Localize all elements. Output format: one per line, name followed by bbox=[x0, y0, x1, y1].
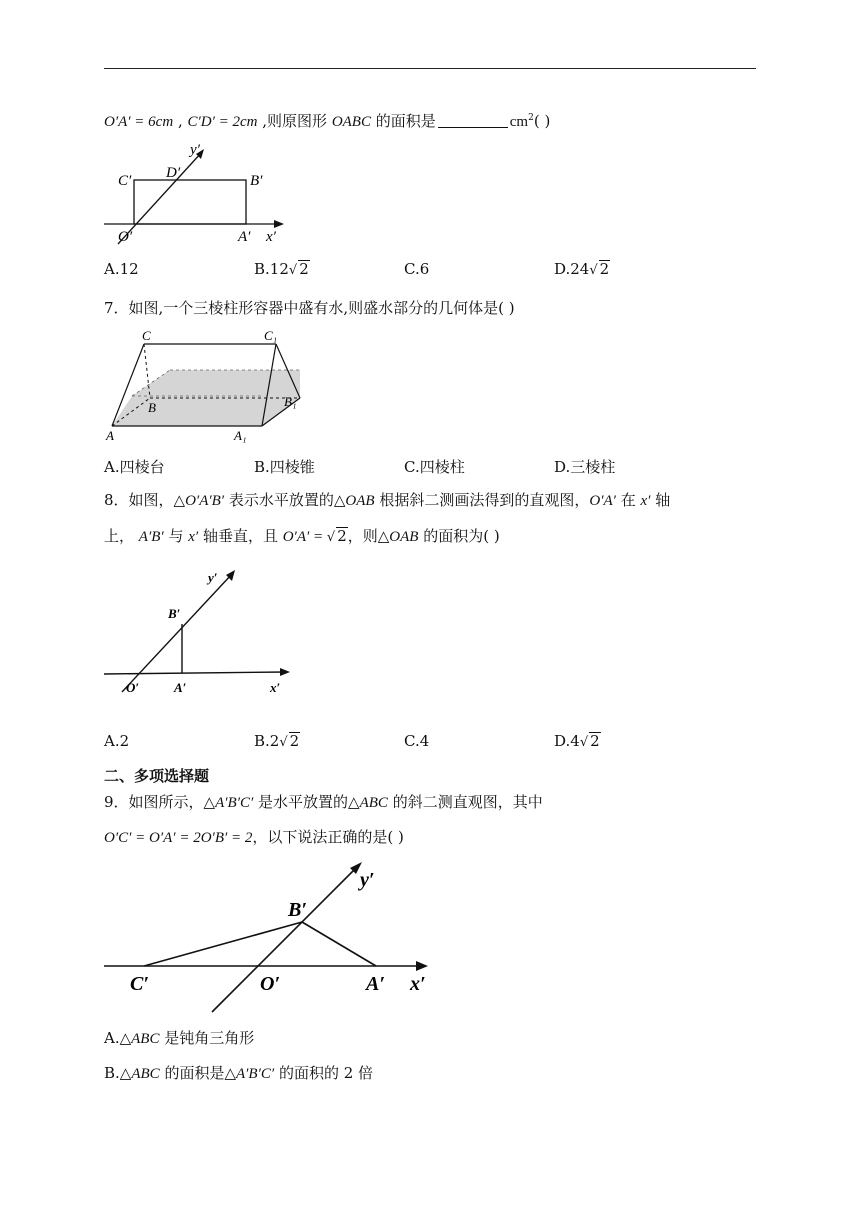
fig7-label-c1: C₁ bbox=[264, 328, 278, 343]
fig6-label-b: B′ bbox=[250, 173, 263, 189]
q8-option-d[interactable]: D.4√ 2 bbox=[554, 732, 600, 750]
section-heading: 二、多项选择题 bbox=[104, 767, 210, 785]
fig9-label-c: C′ bbox=[130, 973, 149, 995]
fig9-label-a: A′ bbox=[366, 973, 385, 995]
q6-math-oa: O′A′ = 6cm bbox=[104, 114, 174, 130]
q8-option-a[interactable]: A.2 bbox=[104, 732, 130, 750]
q6-stem: O′A′ = 6cm , C′D′ = 2cm ,则原图形 OABC 的面积是 $cm^2$( ) bbox=[104, 112, 551, 130]
fig7-label-b1: B₁ bbox=[284, 394, 297, 409]
q7-option-a[interactable]: A.四棱台 bbox=[104, 458, 165, 476]
q8-line2: 上， A′B′ 与 x′ 轴垂直，且 O′A′ = √ 2，则△OAB 的面积为( ) bbox=[104, 527, 500, 545]
fig6-label-d: D′ bbox=[166, 165, 181, 181]
fig6-label-c: C′ bbox=[118, 173, 132, 189]
q6-option-d[interactable]: D.24√ 2 bbox=[554, 260, 610, 278]
q7-option-b[interactable]: B.四棱锥 bbox=[254, 458, 315, 476]
fig8-label-a: A′ bbox=[174, 680, 187, 695]
q8-figure bbox=[104, 560, 304, 700]
fig8-label-b: B′ bbox=[168, 606, 181, 621]
q7-stem: 7．如图,一个三棱柱形容器中盛有水,则盛水部分的几何体是( ) bbox=[104, 299, 515, 317]
answer-blank bbox=[438, 113, 508, 128]
q9-option-b[interactable]: B.△ABC 的面积是△A′B′C′ 的面积的 2 倍 bbox=[104, 1064, 374, 1082]
fig8-label-o: O′ bbox=[126, 680, 140, 695]
fig7-label-c: C bbox=[142, 328, 151, 343]
fig9-label-b: B′ bbox=[288, 899, 307, 921]
fig6-label-y: y′ bbox=[190, 142, 200, 158]
q6-option-a[interactable]: A.12 bbox=[104, 260, 139, 278]
fig6-label-a: A′ bbox=[238, 229, 251, 245]
fig7-label-a1: A₁ bbox=[234, 428, 247, 443]
q7-option-d[interactable]: D.三棱柱 bbox=[554, 458, 616, 476]
fig9-label-y: y′ bbox=[360, 869, 375, 891]
q6-figure bbox=[104, 140, 294, 248]
fig7-label-b: B bbox=[148, 400, 156, 415]
q7-figure bbox=[104, 326, 314, 448]
q6-option-b[interactable]: B.12√ 2 bbox=[254, 260, 309, 278]
q8-option-b[interactable]: B.2√ 2 bbox=[254, 732, 300, 750]
q6-math-oabc: OABC bbox=[331, 114, 371, 130]
q8-line1: 8．如图，△O′A′B′ 表示水平放置的△OAB 根据斜二测画法得到的直观图，O′A′ 在 x′ 轴 bbox=[104, 491, 671, 509]
q8-option-c[interactable]: C.4 bbox=[404, 732, 430, 750]
q6-option-c[interactable]: C.6 bbox=[404, 260, 430, 278]
q9-figure bbox=[104, 856, 444, 1016]
q7-option-c[interactable]: C.四棱柱 bbox=[404, 458, 465, 476]
fig9-label-o: O′ bbox=[260, 973, 281, 995]
q6-math-cd: C′D′ = 2cm bbox=[187, 114, 258, 130]
fig7-label-a: A bbox=[106, 428, 114, 443]
fig6-label-x: x′ bbox=[266, 229, 276, 245]
fig8-label-x: x′ bbox=[270, 680, 281, 695]
q9-line1: 9．如图所示，△A′B′C′ 是水平放置的△ABC 的斜二测直观图，其中 bbox=[104, 793, 543, 811]
fig9-label-x: x′ bbox=[410, 973, 426, 995]
q9-option-a[interactable]: A.△ABC 是钝角三角形 bbox=[104, 1029, 255, 1047]
header-rule bbox=[104, 68, 756, 69]
fig6-label-o: O′ bbox=[118, 229, 133, 245]
fig8-label-y: y′ bbox=[208, 570, 218, 585]
q9-line2: O′C′ = O′A′ = 2O′B′ = 2，以下说法正确的是( ) bbox=[104, 828, 404, 846]
